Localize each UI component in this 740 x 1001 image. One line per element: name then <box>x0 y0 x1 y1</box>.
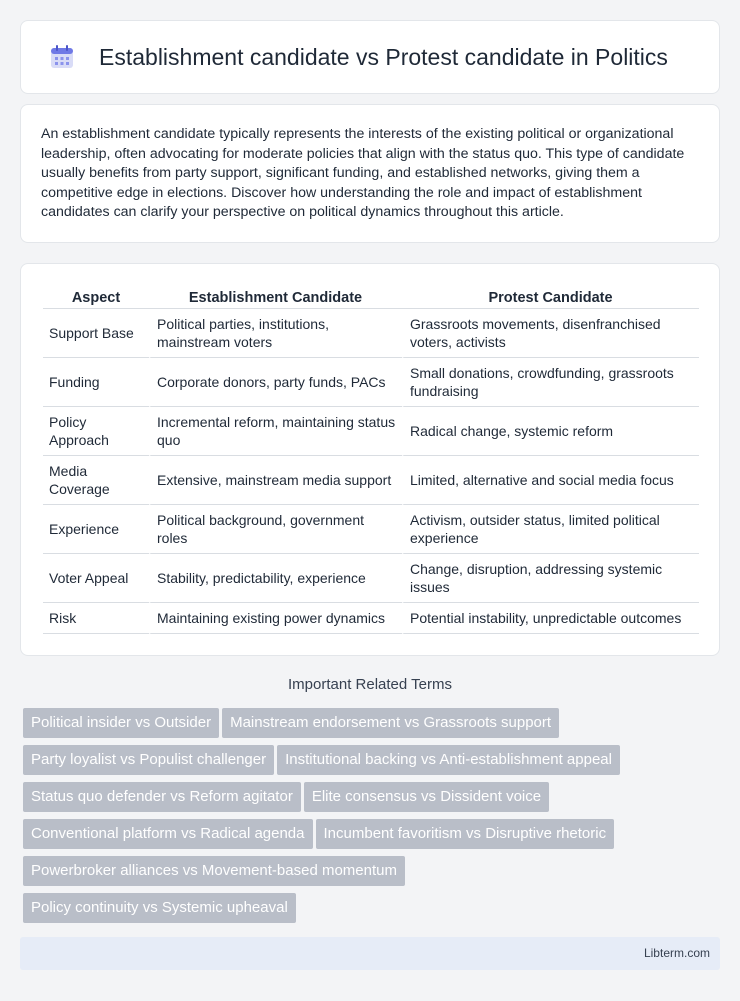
table-row <box>43 407 699 456</box>
cell-protest: Grassroots movements, disenfranchised voters, activists <box>402 309 699 358</box>
cell-aspect: Funding <box>43 358 149 407</box>
cell-aspect: Media Coverage <box>43 456 149 505</box>
cell-establishment: Extensive, mainstream media support <box>149 456 402 505</box>
cell-aspect: Policy Approach <box>43 407 149 456</box>
cell-establishment: Stability, predictability, experience <box>149 554 402 603</box>
intro-card <box>20 104 720 243</box>
table-row <box>43 358 699 407</box>
related-term-chip[interactable]: Powerbroker alliances vs Movement-based momentum <box>23 856 405 886</box>
related-term-chip[interactable]: Incumbent favoritism vs Disruptive rhetoric <box>316 819 615 849</box>
cell-establishment: Incremental reform, maintaining status quo <box>149 407 402 456</box>
table-row <box>43 456 699 505</box>
comparison-table <box>43 284 699 634</box>
table-row <box>43 505 699 554</box>
related-term-chip[interactable]: Party loyalist vs Populist challenger <box>23 745 274 775</box>
cell-protest: Radical change, systemic reform <box>402 407 699 456</box>
footer-brand-link[interactable]: Libterm.com <box>643 946 710 960</box>
related-term-chip[interactable]: Conventional platform vs Radical agenda <box>23 819 313 849</box>
header-protest: Protest Candidate <box>402 284 699 309</box>
cell-protest: Activism, outsider status, limited political experience <box>402 505 699 554</box>
cell-establishment: Political background, government roles <box>149 505 402 554</box>
cell-protest: Change, disruption, addressing systemic issues <box>402 554 699 603</box>
related-terms-title: Important Related Terms <box>288 676 452 693</box>
cell-aspect: Experience <box>43 505 149 554</box>
related-term-chip[interactable]: Institutional backing vs Anti-establishment appeal <box>277 745 620 775</box>
cell-protest: Potential instability, unpredictable outcomes <box>402 603 699 634</box>
page-title: Establishment candidate vs Protest candidate in Politics <box>99 43 668 70</box>
cell-establishment: Maintaining existing power dynamics <box>149 603 402 634</box>
header-establishment: Establishment Candidate <box>149 284 402 309</box>
intro-text: An establishment candidate typically represents the interests of the existing political or organizational leadership, often advocating for moderate policies that align with the status quo. This type of candidate usually benefits from party support, significant funding, and established networks, giving them a competitive edge in elections. Discover how understanding the role and impact of establishment candidates can clarify your perspective on political dynamics throughout this article. <box>41 126 685 221</box>
table-header-row <box>43 284 699 309</box>
table-row <box>43 554 699 603</box>
cell-aspect: Voter Appeal <box>43 554 149 603</box>
footer <box>20 937 720 970</box>
cell-establishment: Corporate donors, party funds, PACs <box>149 358 402 407</box>
header-card <box>20 20 720 94</box>
table-row <box>43 603 699 634</box>
cell-aspect: Support Base <box>43 309 149 358</box>
calendar-icon <box>47 42 77 72</box>
cell-protest: Limited, alternative and social media focus <box>402 456 699 505</box>
related-term-chip[interactable]: Political insider vs Outsider <box>23 708 219 738</box>
header-aspect: Aspect <box>43 284 149 309</box>
related-term-chip[interactable]: Status quo defender vs Reform agitator <box>23 782 301 812</box>
comparison-card <box>20 263 720 656</box>
related-term-chip[interactable]: Policy continuity vs Systemic upheaval <box>23 893 296 923</box>
related-term-chip[interactable]: Elite consensus vs Dissident voice <box>304 782 549 812</box>
table-row <box>43 309 699 358</box>
cell-establishment: Political parties, institutions, mainstream voters <box>149 309 402 358</box>
cell-aspect: Risk <box>43 603 149 634</box>
cell-protest: Small donations, crowdfunding, grassroots fundraising <box>402 358 699 407</box>
related-term-chip[interactable]: Mainstream endorsement vs Grassroots support <box>222 708 559 738</box>
related-terms-list <box>23 708 703 930</box>
